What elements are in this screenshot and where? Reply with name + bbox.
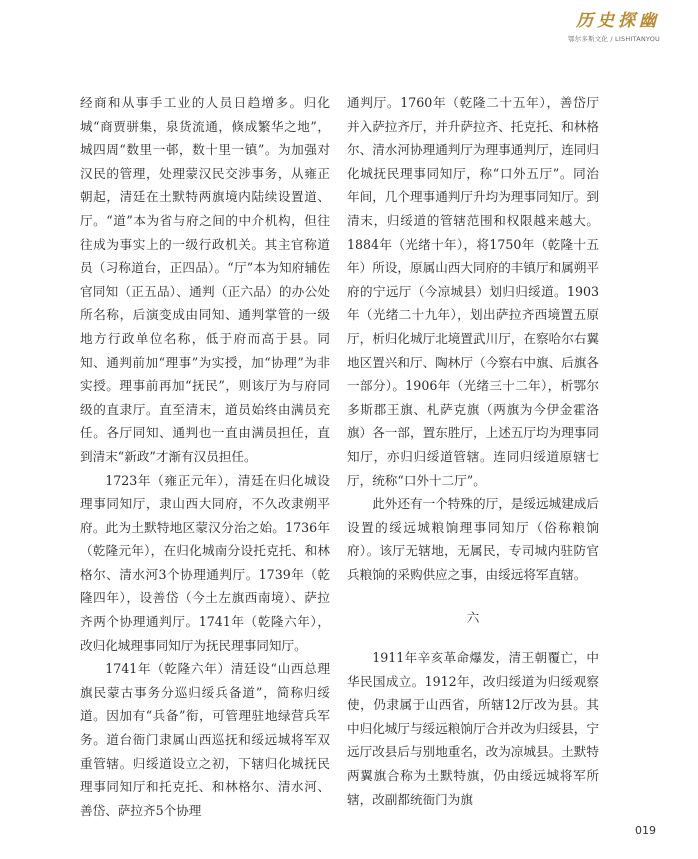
paragraph: 此外还有一个特殊的厅，是绥远城建成后设置的绥远城粮饷理事同知厅（俗称粮饷府）。该厅无辖地，无属民，专司城内驻防官兵粮饷的采购供应之事，由绥远将军直辖。 [347,496,599,582]
text-column-left [80,91,330,822]
paragraph: 1911年辛亥革命爆发，清王朝覆亡，中华民国成立。1912年，改归绥道为归绥观察使，仍隶属于山西省，所辖12厅改为县。其中归化城厅与绥远粮饷厅合并改为归绥县，宁远厅改县后与别地重名，改为凉城县。土默特两翼旗合称为土默特旗，仍由绥远城将军所辖，改副都统衙门为旗 [347,650,599,807]
paragraph: 1723年（雍正元年），清廷在归化城设理事同知厅，隶山西大同府，不久改隶朔平府。此为土默特地区蒙汉分治之始。1736年（乾隆元年），在归化城南分设托克托、和林格尔、清水河3个协理通判厅。1739年（乾隆四年），设善岱（今土左旗西南境）、萨拉齐两个协理通判厅。1741年（乾隆六年），改归化城理事同知厅为抚民理事同知厅。 [80,472,330,653]
text-column-right [347,91,599,811]
page-number: 019 [635,824,656,837]
section-brand-subtitle: 鄂尔多斯文化 / LISHITANYOU [567,35,660,43]
section-brand-title: 历史探幽 [576,11,660,31]
paragraph: 通判厅。1760年（乾隆二十五年），善岱厅并入萨拉齐厅，并升萨拉齐、托克托、和林格尔、清水河协理通判厅为理事通判厅，连同归化城抚民理事同知厅，称“口外五厅”。同治年间，几个理事通判厅升均为理事同知厅。到清末，归绥道的管辖范围和权限越来越大。1884年（光绪十年），将1750年（乾隆十五年）所设，原属山西大同府的丰镇厅和属朔平府的宁远厅（今凉城县）划归归绥道。1903年（光绪二十九年），划出萨拉齐西境置五原厅，析归化城厅北境置武川厅，在察哈尔右翼地区置兴和厅、陶林厅（今察右中旗、后旗各一部分）。1906年（光绪三十二年），析鄂尔多斯郡王旗、札萨克旗（两旗为今伊金霍洛旗）各一部，置东胜厅，上述五厅均为理事同知厅，亦归归绥道管辖。连同归绥道原辖七厅，统称“口外十二厅”。 [347,95,599,488]
paragraph: 经商和从事手工业的人员日趋增多。归化城“商贾骈集，泉货流通，倏成繁华之地”，城四周“数里一邨，数十里一镇”。为加强对汉民的管理，处理蒙汉民交涉事务，从雍正朝起，清廷在土默特两旗境内陆续设置道、厅。“道”本为省与府之间的中介机构，但往往成为事实上的一级行政机关。其主官称道员（习称道台，正四品）。“厅”本为知府辅佐官同知（正五品）、通判（正六品）的办公处所名称，后演变成由同知、通判掌管的一级地方行政单位名称，低于府而高于县。同知、通判前加“理事”为实授，加“协理”为非实授。理事前再加“抚民”，则该厅为与府同级的直隶厅。直至清末，道员始终由满员充任。各厅同知、通判也一直由满员担任，直到清末“新政”才渐有汉员担任。 [80,95,330,464]
paragraph: 1741年（乾隆六年）清廷设“山西总理旗民蒙古事务分巡归绥兵备道”，简称归绥道。因加有“兵备”衔，可管理驻地绿营兵军务。道台衙门隶属山西巡抚和绥远城将军双重管辖。归绥道设立之初，下辖归化城抚民理事同知厅和托克托、和林格尔、清水河、善岱、萨拉齐5个协理 [80,661,330,818]
page-header [568,10,660,43]
section-number: 六 [466,610,480,626]
